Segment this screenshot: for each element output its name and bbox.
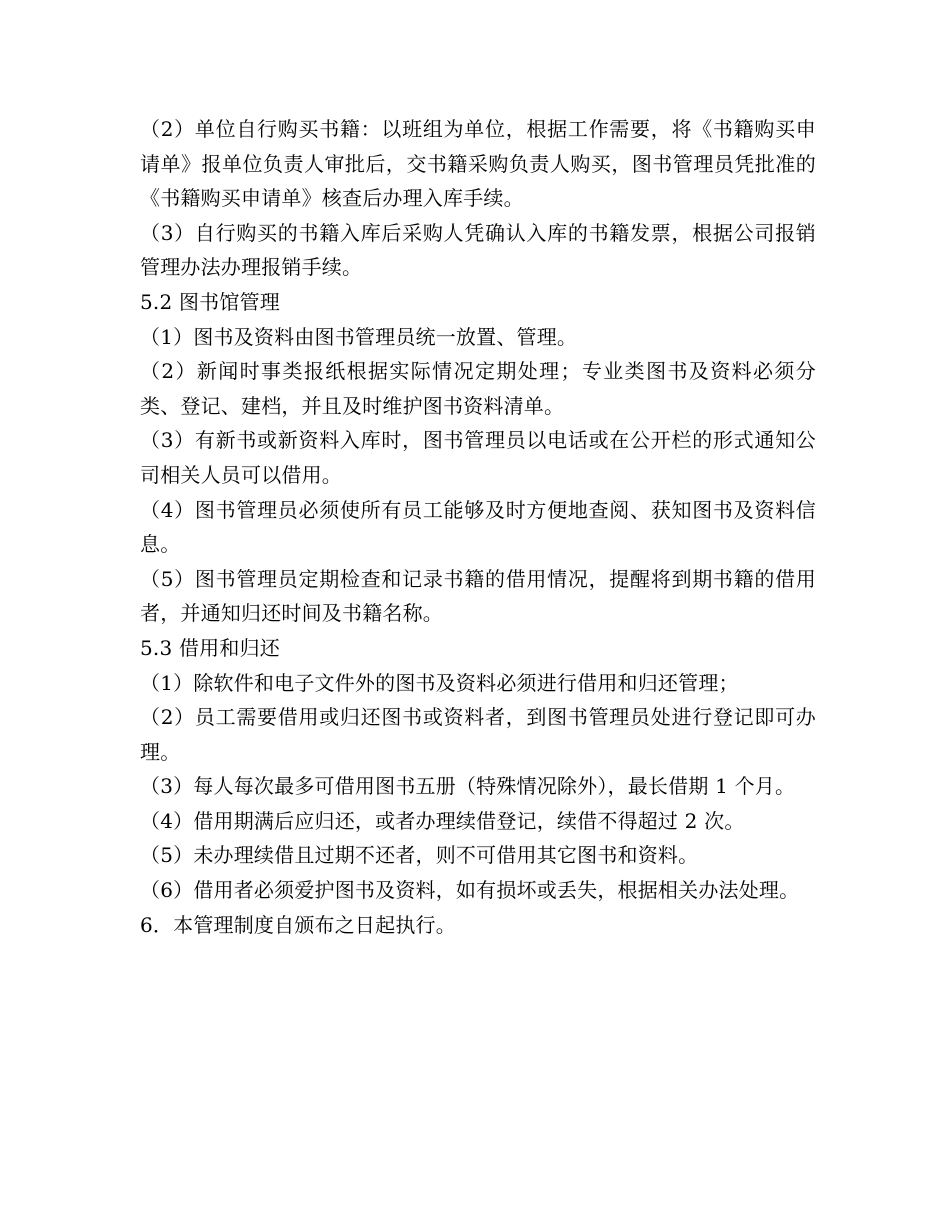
paragraph-damage-loss: （6）借用者必须爱护图书及资料，如有损坏或丢失，根据相关办法处理。 xyxy=(140,878,800,903)
paragraph-newspaper-handling: （2）新闻时事类报纸根据实际情况定期处理；专业类图书及资料必须分类、登记、建档，并且及时维护图书资料清单。 xyxy=(140,359,816,418)
paragraph-borrow-check: （5）图书管理员定期检查和记录书籍的借用情况，提醒将到期书籍的借用者，并通知归还时间及书籍名称。 xyxy=(140,566,816,626)
paragraph-unified-placement: （1）图书及资料由图书管理员统一放置、管理。 xyxy=(140,324,578,349)
document-body xyxy=(140,112,816,942)
paragraph-borrow-limit: （3）每人每次最多可借用图书五册（特殊情况除外），最长借期 1 个月。 xyxy=(140,774,796,799)
paragraph-borrow-scope: （1）除软件和电子文件外的图书及资料必须进行借用和归还管理； xyxy=(140,670,739,695)
paragraph-self-purchase-books: （2）单位自行购买书籍：以班组为单位，根据工作需要，将《书籍购买申请单》报单位负责人审批后，交书籍采购负责人购买，图书管理员凭批准的《书籍购买申请单》核查后办理入库手续。 xyxy=(140,117,816,211)
section-heading-library-management: 5.2 图书馆管理 xyxy=(140,289,280,314)
paragraph-new-book-notice: （3）有新书或新资料入库时，图书管理员以电话或在公开栏的形式通知公司相关人员可以借用。 xyxy=(140,428,816,487)
paragraph-convenient-access: （4）图书管理员必须使所有员工能够及时方便地查阅、获知图书及资料信息。 xyxy=(140,497,816,557)
paragraph-reimbursement: （3）自行购买的书籍入库后采购人凭确认入库的书籍发票，根据公司报销管理办法办理报销手续。 xyxy=(140,220,816,280)
paragraph-effective-date: 6．本管理制度自颁布之日起执行。 xyxy=(140,912,456,937)
paragraph-overdue: （5）未办理续借且过期不还者，则不可借用其它图书和资料。 xyxy=(140,843,699,868)
paragraph-registration: （2）员工需要借用或归还图书或资料者，到图书管理员处进行登记即可办理。 xyxy=(140,705,816,764)
paragraph-renewal: （4）借用期满后应归还，或者办理续借登记，续借不得超过 2 次。 xyxy=(140,808,745,833)
section-heading-borrow-return: 5.3 借用和归还 xyxy=(140,635,280,660)
